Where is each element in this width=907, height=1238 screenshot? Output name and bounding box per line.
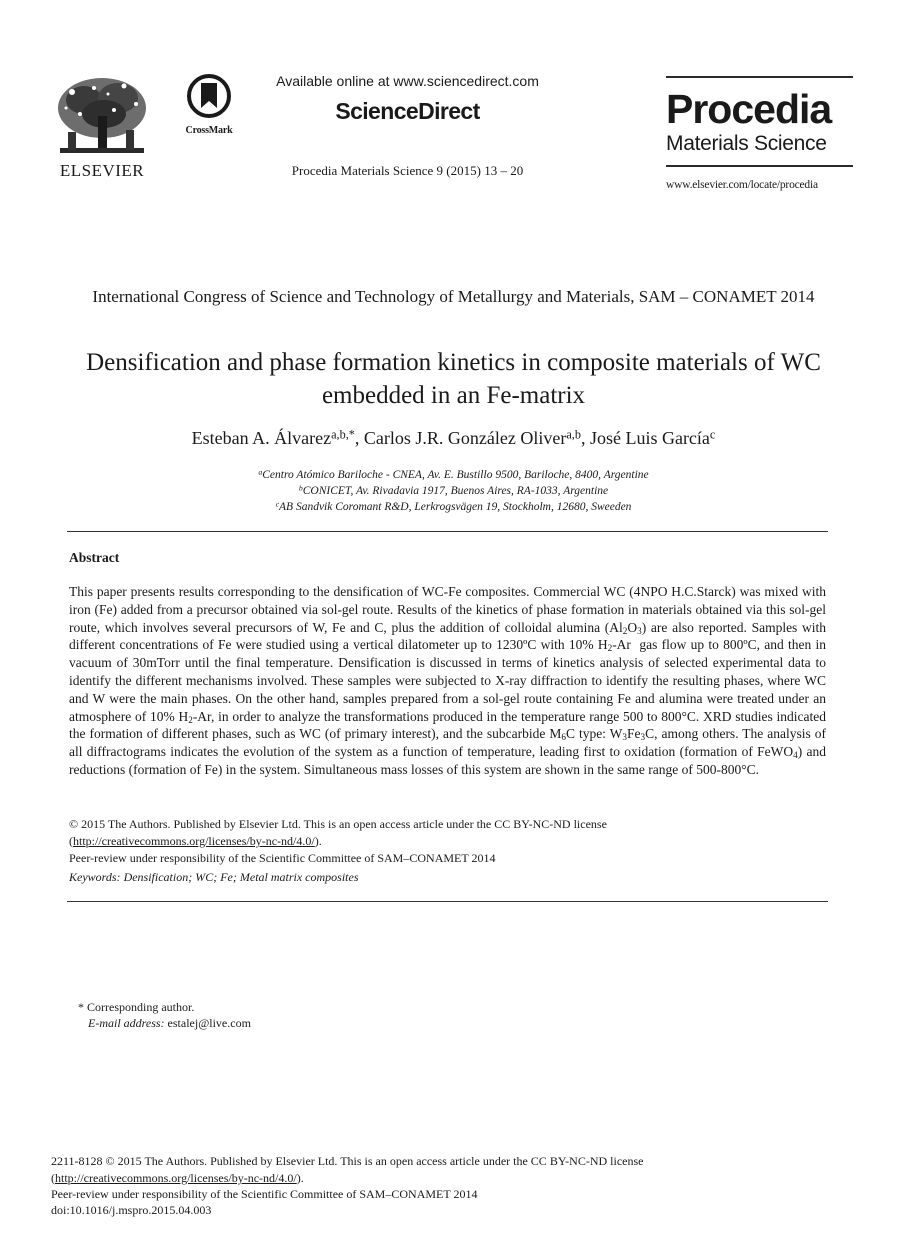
divider — [67, 531, 828, 532]
affiliation-text: CONICET, Av. Rivadavia 1917, Buenos Aires, RA-1033, Argentine — [302, 485, 609, 497]
procedia-title: Procedia — [666, 86, 832, 132]
available-online-line[interactable]: Available online at www.sciencedirect.com — [276, 73, 539, 89]
affiliation-mark: a — [258, 467, 263, 477]
author-marks: a,b — [566, 427, 581, 442]
keywords-line — [69, 870, 359, 885]
affiliation-mark: b — [298, 483, 303, 493]
author-list: Esteban A. Álvarez$^{a,b,*}$, Carlos J.R. González Oliver$^{a,b}$, José Luis García$^c$ — [191, 427, 716, 448]
affiliation — [60, 469, 847, 481]
elsevier-logo — [52, 74, 152, 181]
author-name: José Luis García — [589, 428, 710, 448]
author-marks: c — [709, 427, 716, 442]
brand-top-rule — [666, 76, 853, 78]
affiliation-text: AB Sandvik Coromant R&D, Lerkrogsvägen 19, Stockholm, 12680, Sweeden — [279, 501, 632, 513]
affiliation — [60, 485, 847, 497]
footer-doi[interactable]: doi:10.1016/j.mspro.2015.04.003 — [51, 1203, 212, 1217]
journal-url[interactable]: www.elsevier.com/locate/procedia — [666, 179, 818, 191]
crossmark-badge[interactable] — [178, 74, 240, 136]
author-marks: a,b,* — [331, 427, 355, 442]
keywords-label: Keywords: — [69, 870, 121, 884]
footer-issn-line: 2211-8128 © 2015 The Authors. Published by Elsevier Ltd. This is an open access article under the CC BY-NC-ND license — [51, 1154, 644, 1168]
journal-reference: Procedia Materials Science 9 (2015) 13 – 20 — [291, 163, 524, 178]
license-link-line: (http://creativecommons.org/licenses/by-nc-nd/4.0/). — [69, 834, 322, 848]
footer-license-link[interactable]: http://creativecommons.org/licenses/by-nc-nd/4.0/ — [55, 1171, 297, 1185]
abstract-body: This paper presents results corresponding to the densification of WC-Fe composites. Commercial WC (4NPO H.C.Starck) was mixed with iron (Fe) added from a precursor obtained via sol-gel route. Results of the kinetics of phase formation in materials obtained via this sol-gel route, which involves several precursors of W, Fe and C, plus the addition of colloidal alumina $(Al_2O_3)$ are also reported. Samples with different concentrations of Fe were studied using a vertical dilatometer up to 1230ºC with 10% $H_2-Ar$ gas flow up to 800ºC, and then in vacuum of 30mTorr until the final temperature. Densification is discussed in terms of kinetics analysis of selected experimental data to identify the different mechanisms involved. These samples were subjected to X-ray diffraction to identify the resulting phases, where WC and W were the main phases. On the other hand, samples prepared from a sol-gel route containing Fe and alumina were treated under an atmosphere of 10% $H_2-Ar$, in order to analyze the transformations produced in the temperature range 500 to 800°C. XRD studies indicated the formation of different phases, such as WC (of primary interest), and the subcarbide $M_6C$ type: $W_3Fe_3C$, among others. The analysis of all diffractograms indicates the evolution of the system as a function of temperature, leading first to oxidation (formation of FeWO$_4$) and reductions (formation of Fe) in the system. Simultaneous mass losses of this system are shown in the same range of 500-800°C. — [69, 584, 826, 777]
paper-title: Densification and phase formation kinetics in composite materials of WC embedded in an Fe-matrix — [86, 349, 821, 409]
license-link[interactable]: http://creativecommons.org/licenses/by-nc-nd/4.0/ — [73, 834, 315, 848]
procedia-subtitle: Materials Science — [666, 132, 827, 155]
author-name: Carlos J.R. González Oliver — [363, 428, 567, 448]
elsevier-wordmark: ELSEVIER — [59, 161, 145, 180]
keywords-list: Densification; WC; Fe; Metal matrix composites — [123, 870, 359, 884]
email-address[interactable]: estalej@live.com — [167, 1016, 251, 1030]
divider — [67, 901, 828, 902]
sciencedirect-brand: ScienceDirect — [335, 98, 480, 124]
brand-bottom-rule — [666, 165, 853, 167]
affiliation-text: Centro Atómico Bariloche - CNEA, Av. E. Bustillo 9500, Bariloche, 8400, Argentine — [262, 469, 649, 481]
elsevier-tree-icon — [54, 74, 150, 156]
copyright-line: © 2015 The Authors. Published by Elsevier Ltd. This is an open access article under the CC BY-NC-ND license — [69, 817, 607, 831]
peer-review-line: Peer-review under responsibility of the Scientific Committee of SAM–CONAMET 2014 — [69, 851, 496, 865]
abstract-heading: Abstract — [69, 550, 120, 565]
crossmark-icon — [187, 74, 231, 118]
corresponding-author-label: * Corresponding author. — [78, 1000, 195, 1014]
procedia-brand — [666, 76, 853, 191]
email-label: E-mail address: — [88, 1016, 165, 1030]
crossmark-label: CrossMark — [185, 125, 233, 136]
footer-license-line: (http://creativecommons.org/licenses/by-nc-nd/4.0/). — [51, 1171, 304, 1185]
email-line — [88, 1016, 251, 1031]
congress-name: International Congress of Science and Technology of Metallurgy and Materials, SAM – CONAMET 2014 — [92, 287, 815, 306]
footer-peer-review: Peer-review under responsibility of the Scientific Committee of SAM–CONAMET 2014 — [51, 1187, 478, 1201]
affiliation — [60, 501, 847, 513]
affiliation-mark: c — [275, 499, 280, 509]
author-name: Esteban A. Álvarez — [191, 428, 332, 448]
